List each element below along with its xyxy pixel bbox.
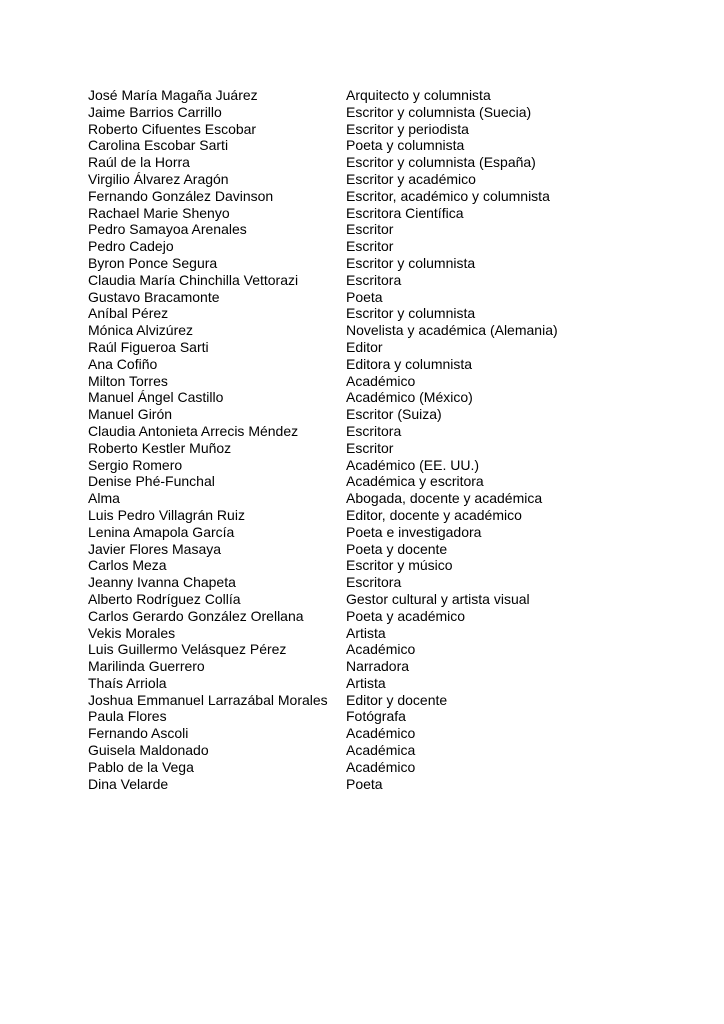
signatory-name: Lenina Amapola García <box>88 523 235 540</box>
signatory-role: Artista <box>346 674 386 691</box>
signatory-name: Alma <box>88 490 120 507</box>
signatory-row <box>88 507 626 524</box>
signatory-row <box>88 121 626 138</box>
signatory-row <box>88 205 626 222</box>
signatory-row <box>88 87 626 104</box>
signatory-row <box>88 221 626 238</box>
signatory-name: Roberto Cifuentes Escobar <box>88 120 257 137</box>
signatory-role: Editor, docente y académico <box>346 506 522 523</box>
signatory-row <box>88 591 626 608</box>
signatory-role: Poeta y columnista <box>346 137 465 154</box>
signatory-role: Escritor y músico <box>346 557 453 574</box>
signatory-row <box>88 423 626 440</box>
signatory-name: Denise Phé-Funchal <box>88 473 215 490</box>
signatory-row <box>88 776 626 793</box>
signatory-row <box>88 490 626 507</box>
signatory-name: Joshua Emmanuel Larrazábal Morales <box>88 691 328 708</box>
signatory-row <box>88 524 626 541</box>
signatory-row <box>88 137 626 154</box>
signatory-name: Rachael Marie Shenyo <box>88 204 230 221</box>
signatory-row <box>88 625 626 642</box>
signatory-role: Poeta y académico <box>346 607 466 624</box>
signatory-row <box>88 406 626 423</box>
signatory-row <box>88 742 626 759</box>
signatory-row <box>88 557 626 574</box>
signatory-row <box>88 440 626 457</box>
signatory-role: Escritora <box>346 422 402 439</box>
signatory-role: Poeta <box>346 288 383 305</box>
signatory-role: Editor y docente <box>346 691 448 708</box>
signatory-role: Escritora <box>346 271 402 288</box>
signatory-row <box>88 759 626 776</box>
signatory-role: Escritor y columnista (Suecia) <box>346 103 532 120</box>
signatory-row <box>88 238 626 255</box>
signatory-row <box>88 574 626 591</box>
signatory-name: Guisela Maldonado <box>88 742 209 759</box>
signatory-role: Académica y escritora <box>346 473 484 490</box>
signatory-role: Escritor, académico y columnista <box>346 187 550 204</box>
signatory-role: Académico (EE. UU.) <box>346 456 480 473</box>
signatory-name: Gustavo Bracamonte <box>88 288 220 305</box>
signatory-name: Raúl Figueroa Sarti <box>88 338 209 355</box>
signatory-name: Fernando Ascoli <box>88 725 189 742</box>
signatory-role: Académico <box>346 372 416 389</box>
signatory-role: Fotógrafa <box>346 708 406 725</box>
signatory-name: Javier Flores Masaya <box>88 540 222 557</box>
signatory-row <box>88 154 626 171</box>
signatory-row <box>88 541 626 558</box>
signatory-role: Escritor (Suiza) <box>346 406 442 423</box>
signatory-name: Carlos Gerardo González Orellana <box>88 607 304 624</box>
signatory-name: Sergio Romero <box>88 456 183 473</box>
signatory-row <box>88 473 626 490</box>
signatory-name: Jaime Barrios Carrillo <box>88 103 222 120</box>
signatory-name: Paula Flores <box>88 708 167 725</box>
signatory-role: Narradora <box>346 658 410 675</box>
signatory-name: Manuel Girón <box>88 406 173 423</box>
signatory-row <box>88 641 626 658</box>
signatory-role: Escritora Científica <box>346 204 464 221</box>
signatory-row <box>88 692 626 709</box>
signatory-row <box>88 389 626 406</box>
signatory-role: Editora y columnista <box>346 355 473 372</box>
signatory-name: José María Magaña Juárez <box>88 87 258 103</box>
signatory-name: Dina Velarde <box>88 775 169 792</box>
signatory-name: Roberto Kestler Muñoz <box>88 439 232 456</box>
signatory-name: Alberto Rodríguez Collía <box>88 590 241 607</box>
signatory-row <box>88 104 626 121</box>
signatory-role: Gestor cultural y artista visual <box>346 590 530 607</box>
signatory-role: Académico <box>346 641 416 658</box>
signatory-row <box>88 339 626 356</box>
signatory-role: Escritor y columnista (España) <box>346 154 536 171</box>
signatory-name: Thaís Arriola <box>88 674 167 691</box>
signatory-name: Jeanny Ivanna Chapeta <box>88 574 236 591</box>
signatory-role: Poeta <box>346 775 383 792</box>
signatory-role: Escritor y académico <box>346 170 476 187</box>
signatory-name: Fernando González Davinson <box>88 187 274 204</box>
signatory-name: Luis Guillermo Velásquez Pérez <box>88 641 287 658</box>
signatory-name: Byron Ponce Segura <box>88 254 218 271</box>
signatory-name: Marilinda Guerrero <box>88 658 205 675</box>
signatory-role: Escritor y columnista <box>346 254 476 271</box>
signatory-role: Escritor y columnista <box>346 305 476 322</box>
signatory-name: Pablo de la Vega <box>88 758 194 775</box>
signatory-name: Ana Cofiño <box>88 355 158 372</box>
signatory-role: Escritor y periodista <box>346 120 469 137</box>
signatory-row <box>88 457 626 474</box>
signatory-name: Manuel Ángel Castillo <box>88 389 224 406</box>
signatory-row <box>88 675 626 692</box>
signatory-role: Poeta e investigadora <box>346 523 482 540</box>
signatory-role: Académico <box>346 725 416 742</box>
signatory-name: Milton Torres <box>88 372 168 389</box>
signatory-row <box>88 255 626 272</box>
signatory-name: Raúl de la Horra <box>88 154 190 171</box>
signatory-row <box>88 171 626 188</box>
signatory-list <box>88 87 626 792</box>
signatory-row <box>88 289 626 306</box>
signatory-role: Escritor <box>346 221 394 238</box>
signatory-name: Pedro Samayoa Arenales <box>88 221 247 238</box>
signatory-role: Artista <box>346 624 386 641</box>
signatory-role: Académica <box>346 742 416 759</box>
signatory-role: Escritor <box>346 238 394 255</box>
signatory-row <box>88 188 626 205</box>
signatory-name: Claudia María Chinchilla Vettorazi <box>88 271 299 288</box>
signatory-name: Mónica Alvizúrez <box>88 322 194 339</box>
signatory-name: Pedro Cadejo <box>88 238 174 255</box>
signatory-row <box>88 322 626 339</box>
signatory-row <box>88 658 626 675</box>
signatory-name: Aníbal Pérez <box>88 305 169 322</box>
signatory-row <box>88 272 626 289</box>
signatory-name: Carolina Escobar Sarti <box>88 137 229 154</box>
signatory-row <box>88 725 626 742</box>
signatory-role: Escritor <box>346 439 394 456</box>
signatory-row <box>88 708 626 725</box>
signatory-role: Académico (México) <box>346 389 473 406</box>
signatory-row <box>88 305 626 322</box>
signatory-row <box>88 608 626 625</box>
signatory-role: Abogada, docente y académica <box>346 490 543 507</box>
signatory-name: Claudia Antonieta Arrecis Méndez <box>88 422 299 439</box>
signatory-name: Carlos Meza <box>88 557 167 574</box>
signatory-role: Académico <box>346 758 416 775</box>
signatory-name: Virgilio Álvarez Aragón <box>88 170 229 187</box>
signatory-role: Escritora <box>346 574 402 591</box>
signatory-role: Arquitecto y columnista <box>346 87 491 103</box>
signatory-role: Editor <box>346 338 383 355</box>
signatory-role: Poeta y docente <box>346 540 448 557</box>
signatory-name: Luis Pedro Villagrán Ruiz <box>88 506 245 523</box>
signatory-role: Novelista y académica (Alemania) <box>346 322 558 339</box>
signatory-name: Vekis Morales <box>88 624 176 641</box>
signatory-row <box>88 373 626 390</box>
signatory-row <box>88 356 626 373</box>
